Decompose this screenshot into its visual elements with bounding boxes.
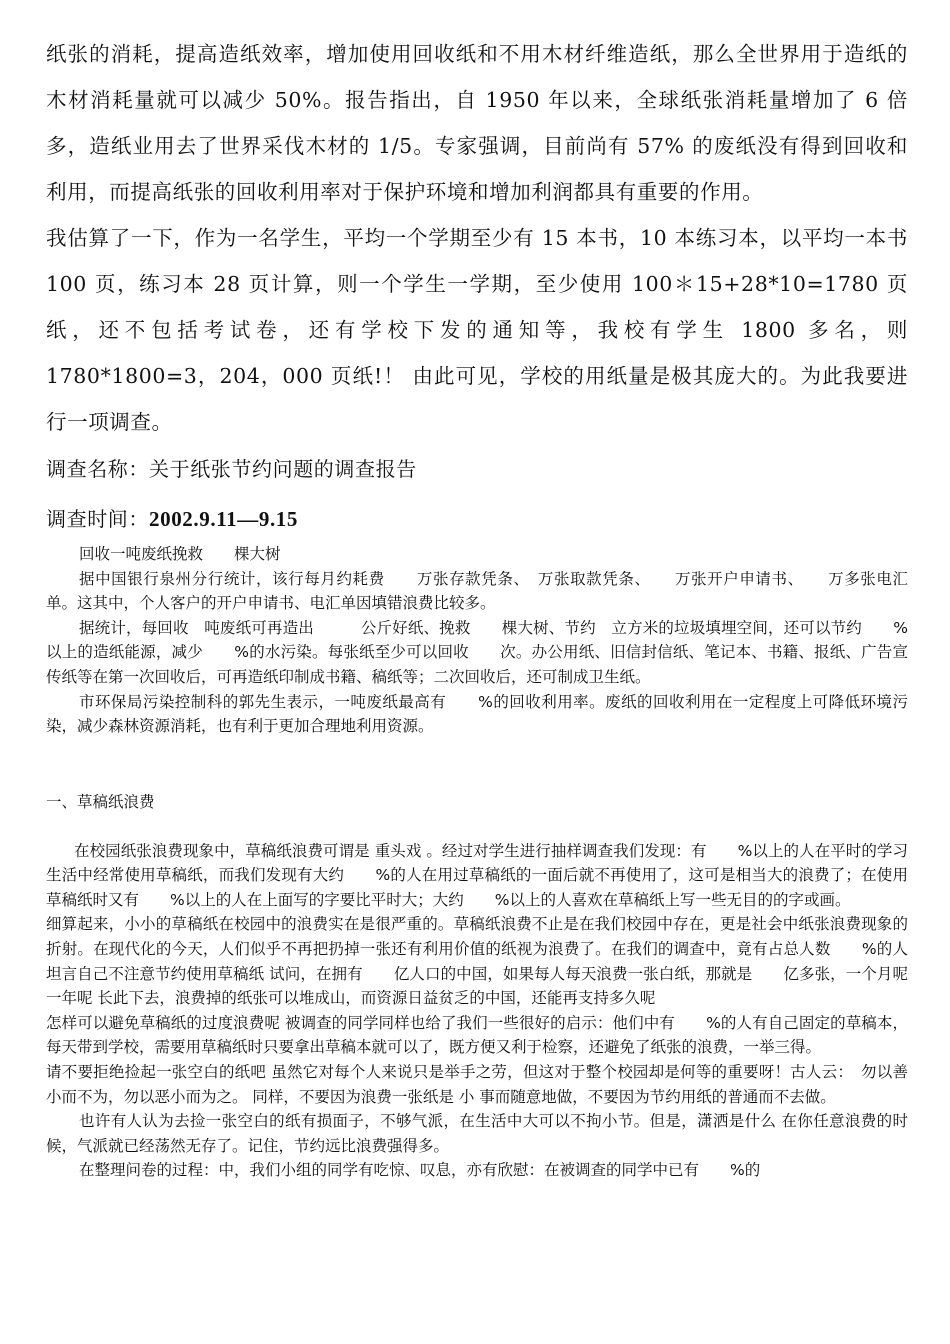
draft-paragraph-3: 怎样可以避免草稿纸的过度浪费呢 被调查的同学同样也给了我们一些很好的启示：他们中有 %的人有自己固定的草稿本，每天带到学校，需要用草稿纸时只要拿出草稿本就可以了，既方便又利于检察，还避免了纸张的浪费，一举三得。: [46, 1013, 908, 1057]
draft-paragraph-4: 请不要拒绝捡起一张空白的纸吧 虽然它对每个人来说只是举手之劳，但这对于整个校园却是何等的重要呀！古人云： 勿以善小而不为，勿以恶小而为之。 同样，不要因为浪费一张纸是 小 事而随意地做，不要因为节约用纸的普通而不去做。: [46, 1062, 908, 1106]
subheading: 一、草稿纸浪费: [46, 793, 155, 811]
draft-paragraph-6: 在整理问卷的过程：中，我们小组的同学有吃惊、叹息，亦有欣慰：在被调查的同学中已有 %的: [79, 1161, 761, 1180]
draft-paragraph-1: 在校园纸张浪费现象中，草稿纸浪费可谓是 重头戏 。经过对学生进行抽样调查我们发现：有 %以上的人在平时的学习生活中经常使用草稿纸，而我们发现有大约 %的人在用过草稿纸的一面后就不再使用了，这可是相当大的浪费了；在使用草稿纸时又有 %以上的人在上面写的字要比平时大；大约 %以上的人喜欢在草稿纸上写一些无目的的字或画。: [46, 841, 908, 909]
body-paragraph-1: 据中国银行泉州分行统计，该行每月约耗费 万张存款凭条、 万张取款凭条、 万张开户申请书、 万多张电汇单。这其中，个人客户的开户申请书、电汇单因填错浪费比较多。: [46, 569, 908, 613]
survey-time-value: 2002.9.11—9.15: [149, 507, 298, 531]
intro-paragraph-1: 纸张的消耗，提高造纸效率，增加使用回收纸和不用木材纤维造纸，那么全世界用于造纸的木材消耗量就可以减少 50%。报告指出，自 1950 年以来，全球纸张消耗量增加了 6 倍多，造纸业用去了世界采伐木材的 1/5。专家强调，目前尚有 57% 的废纸没有得到回收和利用，而提高纸张的回收利用率对于保护环境和增加利润都具有重要的作用。: [46, 42, 908, 204]
draft-section: [46, 790, 908, 1183]
draft-paragraph-2: 细算起来，小小的草稿纸在校园中的浪费实在是很严重的。草稿纸浪费不止是在我们校园中存在，更是社会中纸张浪费现象的折射。在现代化的今天，人们似乎不再把扔掉一张还有利用价值的纸视为浪费了。在我们的调查中，竟有占总人数 %的人坦言自己不注意节约使用草稿纸 试问，在拥有 亿人口的中国，如果每人每天浪费一张白纸，那就是 亿多张，一个月呢 一年呢 长此下去，浪费掉的纸张可以堆成山，而资源日益贫乏的中国，还能再支持多久呢: [46, 915, 908, 1008]
intro-block: [46, 31, 908, 445]
spacer: [46, 815, 908, 839]
survey-time: [46, 503, 298, 532]
section-title: 回收一吨废纸挽救 棵大树: [79, 545, 281, 563]
recycling-section: [46, 542, 908, 739]
body-paragraph-3: 市环保局污染控制科的郭先生表示，一吨废纸最高有 %的回收利用率。废纸的回收利用在一定程度上可降低环境污染，减少森林资源消耗，也有利于更加合理地利用资源。: [46, 692, 908, 736]
survey-name: 调查名称：关于纸张节约问题的调查报告: [46, 457, 417, 481]
survey-time-label: 调查时间：: [46, 507, 149, 531]
body-paragraph-2: 据统计，每回收 吨废纸可再造出 公斤好纸、挽救 棵大树、节约 立方米的垃圾填埋空间，还可以节约 %以上的造纸能源，减少 %的水污染。每张纸至少可以回收 次。办公用纸、旧信封信纸、笔记本、书籍、报纸、广告宣传纸等在第一次回收后，可再造纸印制成书籍、稿纸等；二次回收后，还可制成卫生纸。: [46, 618, 908, 686]
draft-paragraph-5: 也许有人认为去捡一张空白的纸有损面子，不够气派，在生活中大可以不拘小节。但是，潇洒是什么 在你任意浪费的时候，气派就已经荡然无存了。记住，节约远比浪费强得多。: [46, 1112, 908, 1155]
intro-paragraph-2: 我估算了一下，作为一名学生，平均一个学期至少有 15 本书，10 本练习本，以平均一本书 100 页，练习本 28 页计算，则一个学生一学期，至少使用 100＊15+28*10=1780 页纸，还不包括考试卷，还有学校下发的通知等，我校有学生 1800 多名，则 1780*1800=3，204，000 页纸!！ 由此可见，学校的用纸量是极其庞大的。为此我要进行一项调查。: [46, 226, 908, 434]
